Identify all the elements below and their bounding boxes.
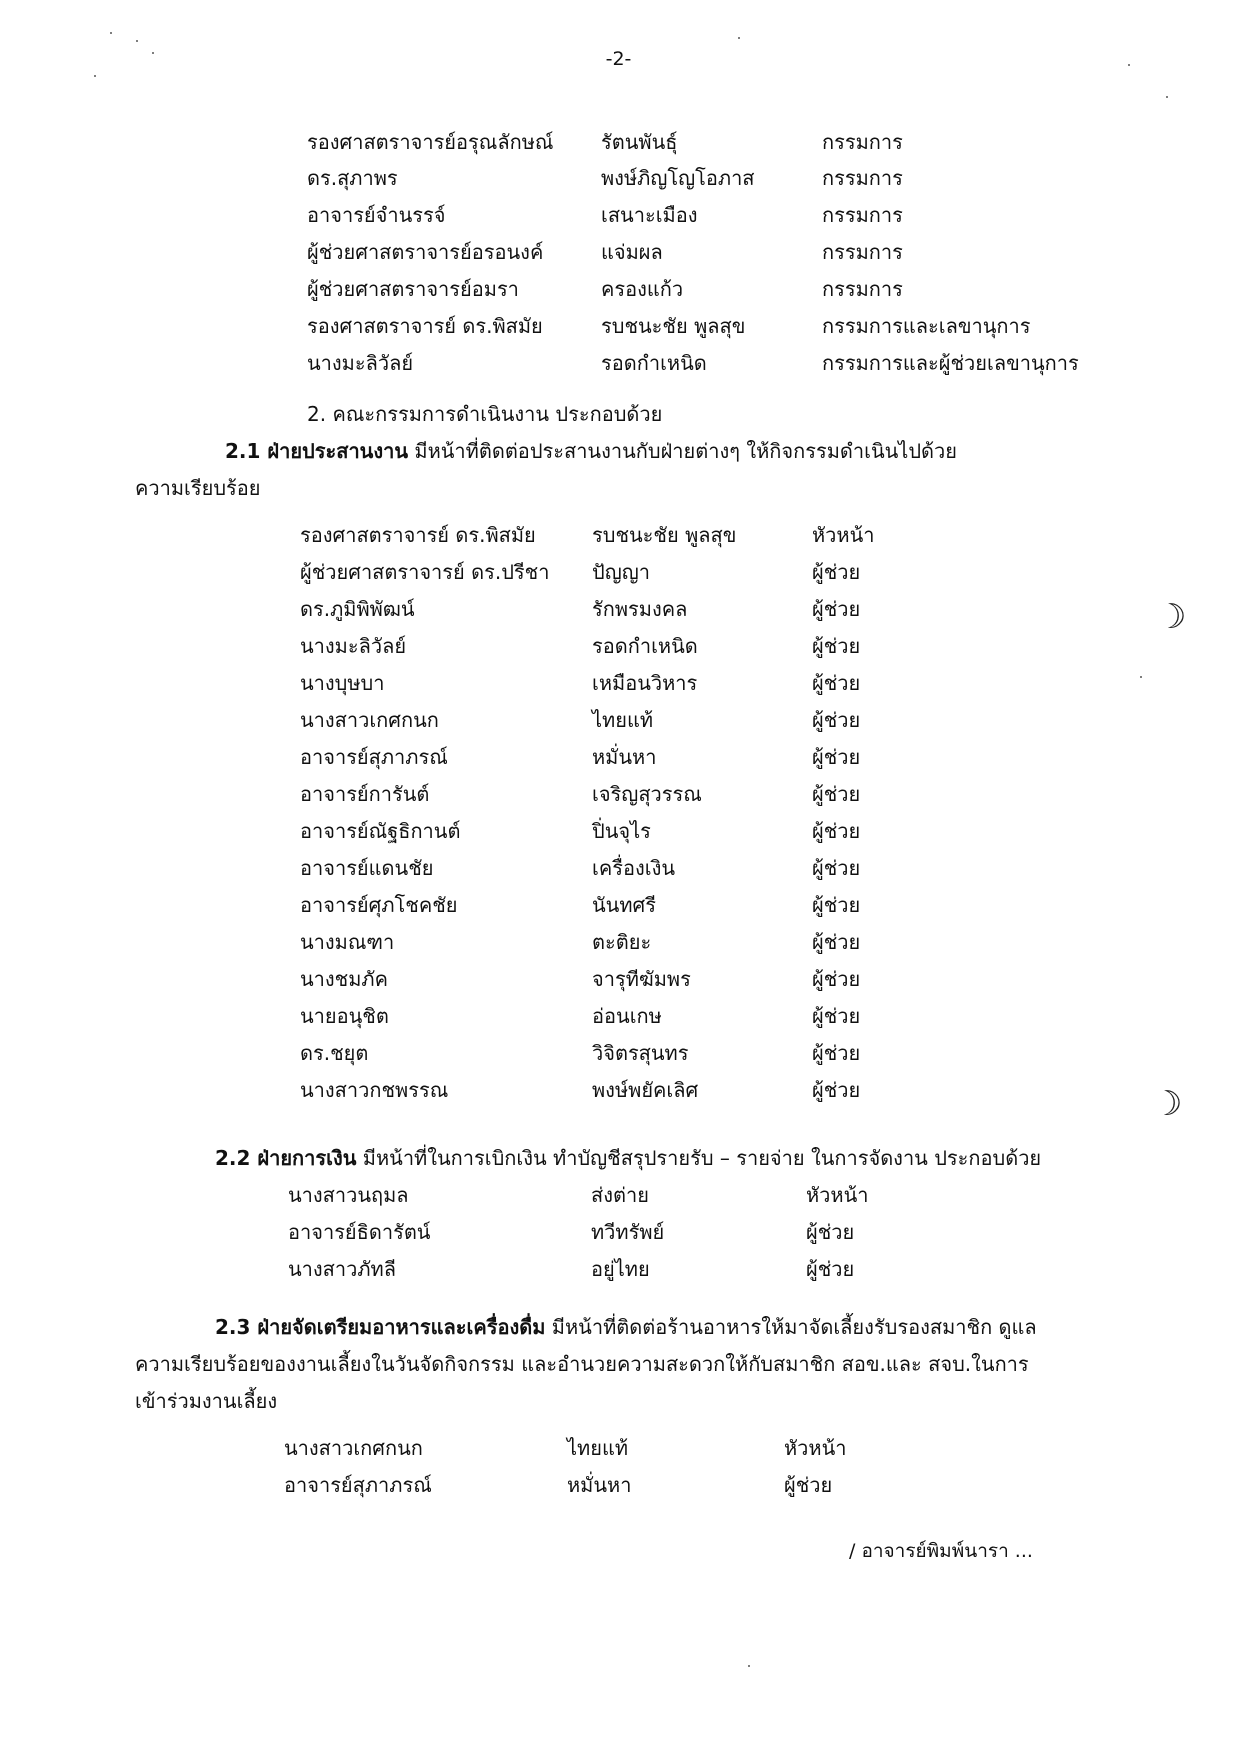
- member-role: ผู้ช่วย: [812, 634, 861, 658]
- scan-speck: [1140, 676, 1142, 678]
- scan-speck: [94, 75, 96, 77]
- member-surname: ปัญญา: [592, 560, 651, 584]
- scan-speck: [738, 37, 740, 39]
- member-role: กรรมการ: [822, 203, 903, 227]
- member-name: อาจารย์ณัฐธิกานต์: [300, 819, 461, 843]
- member-name: อาจารย์สุภาภรณ์: [300, 745, 448, 769]
- member-surname: รบชนะชัย พูลสุข: [601, 314, 746, 338]
- section-22-intro: [215, 1143, 1041, 1173]
- member-surname: ไทยแท้: [567, 1436, 629, 1460]
- member-name: นางมะลิวัลย์: [300, 634, 407, 658]
- scan-speck: [110, 32, 112, 34]
- member-surname: อ่อนเกษ: [592, 1004, 662, 1028]
- member-role: ผู้ช่วย: [812, 1078, 861, 1102]
- member-surname: รักพรมงคล: [592, 597, 688, 621]
- member-surname: ครองแก้ว: [601, 277, 684, 301]
- member-name: นางมณฑา: [300, 930, 395, 954]
- member-role: ผู้ช่วย: [812, 560, 861, 584]
- section-22-title: 2.2 ฝ่ายการเงิน: [215, 1146, 357, 1170]
- crescent-mark-icon: ☾: [1156, 597, 1187, 637]
- member-role: หัวหน้า: [812, 523, 875, 547]
- member-role: ผู้ช่วย: [812, 1041, 861, 1065]
- member-name: นางสาวกชพรรณ: [300, 1078, 449, 1102]
- member-surname: หมั่นหา: [592, 745, 657, 769]
- member-role: ผู้ช่วย: [812, 745, 861, 769]
- section-23-description: มีหน้าที่ติดต่อร้านอาหารให้มาจัดเลี้ยงรับรองสมาชิก ดูแล: [545, 1315, 1037, 1339]
- member-name: นางชมภัค: [300, 967, 388, 991]
- member-role: ผู้ช่วย: [812, 930, 861, 954]
- member-name: ดร.ชยุต: [300, 1041, 369, 1065]
- member-role: ผู้ช่วย: [812, 893, 861, 917]
- member-surname: หมั่นหา: [567, 1473, 632, 1497]
- crescent-mark-icon: ☾: [1152, 1084, 1183, 1124]
- member-name: นางสาวภัทลี: [288, 1257, 396, 1281]
- section-21-intro: [225, 436, 957, 466]
- scan-speck: [748, 1665, 750, 1667]
- member-surname: ปิ่นจุไร: [592, 819, 651, 843]
- page-number: -2-: [605, 48, 632, 70]
- member-name: นางสาวเกศกนก: [300, 708, 439, 732]
- member-surname: จารุทีฆัมพร: [592, 967, 691, 991]
- member-name: ผู้ช่วยศาสตราจารย์ ดร.ปรีชา: [300, 560, 550, 584]
- member-name: นางสาวนฤมล: [288, 1183, 409, 1207]
- member-role: ผู้ช่วย: [812, 819, 861, 843]
- member-surname: เหมือนวิหาร: [592, 671, 698, 695]
- member-role: ผู้ช่วย: [812, 597, 861, 621]
- member-surname: เครื่องเงิน: [592, 856, 676, 880]
- section-23-continuation: เข้าร่วมงานเลี้ยง: [135, 1389, 278, 1413]
- member-surname: พงษ์พยัคเลิศ: [592, 1078, 699, 1102]
- member-name: ดร.สุภาพร: [307, 166, 398, 190]
- member-role: ผู้ช่วย: [784, 1473, 833, 1497]
- member-name: นางบุษบา: [300, 671, 385, 695]
- member-role: หัวหน้า: [806, 1183, 869, 1207]
- section-21-title: 2.1 ฝ่ายประสานงาน: [225, 439, 409, 463]
- scan-speck: [136, 40, 138, 42]
- member-role: กรรมการและเลขานุการ: [822, 314, 1031, 338]
- member-role: ผู้ช่วย: [812, 1004, 861, 1028]
- section-21-continuation: ความเรียบร้อย: [135, 476, 261, 500]
- scan-speck: [1166, 96, 1168, 98]
- member-name: ดร.ภูมิพิพัฒน์: [300, 597, 415, 621]
- section-23-continuation: ความเรียบร้อยของงานเลี้ยงในวันจัดกิจกรรม และอำนวยความสะดวกให้กับสมาชิก สอข.และ สจบ.ในการ: [135, 1352, 1029, 1376]
- member-name: นายอนุชิต: [300, 1004, 389, 1028]
- member-surname: อยู่ไทย: [591, 1257, 650, 1281]
- member-name: อาจารย์จำนรรจ์: [307, 203, 446, 227]
- member-role: กรรมการ: [822, 277, 903, 301]
- member-name: นางมะลิวัลย์: [307, 351, 414, 375]
- member-name: อาจารย์ศุภโชคชัย: [300, 893, 458, 917]
- member-role: หัวหน้า: [784, 1436, 847, 1460]
- section-22-description: มีหน้าที่ในการเบิกเงิน ทำบัญชีสรุปรายรับ – รายจ่าย ในการจัดงาน ประกอบด้วย: [356, 1146, 1042, 1170]
- member-surname: แจ่มผล: [601, 240, 663, 264]
- member-name: รองศาสตราจารย์ ดร.พิสมัย: [300, 523, 536, 547]
- section-23-intro: [215, 1312, 1037, 1342]
- member-role: ผู้ช่วย: [812, 671, 861, 695]
- member-surname: ทวีทรัพย์: [591, 1220, 665, 1244]
- member-role: กรรมการ: [822, 130, 903, 154]
- section-21-description: มีหน้าที่ติดต่อประสานงานกับฝ่ายต่างๆ ให้กิจกรรมดำเนินไปด้วย: [408, 439, 957, 463]
- member-surname: ไทยแท้: [592, 708, 654, 732]
- footer-continuation: / อาจารย์พิมพ์นารา ...: [849, 1540, 1033, 1562]
- member-role: ผู้ช่วย: [812, 856, 861, 880]
- member-role: ผู้ช่วย: [812, 708, 861, 732]
- member-role: ผู้ช่วย: [812, 967, 861, 991]
- member-name: อาจารย์แดนชัย: [300, 856, 434, 880]
- member-name: อาจารย์การันต์: [300, 782, 430, 806]
- member-role: ผู้ช่วย: [806, 1257, 855, 1281]
- member-name: อาจารย์ธิดารัตน์: [288, 1220, 431, 1244]
- member-name: ผู้ช่วยศาสตราจารย์อรอนงค์: [307, 240, 544, 264]
- member-surname: รบชนะชัย พูลสุข: [592, 523, 737, 547]
- section-23-title: 2.3 ฝ่ายจัดเตรียมอาหารและเครื่องดื่ม: [215, 1315, 546, 1339]
- member-role: กรรมการ: [822, 240, 903, 264]
- member-role: กรรมการ: [822, 166, 903, 190]
- member-surname: ตะติยะ: [592, 930, 652, 954]
- member-name: ผู้ช่วยศาสตราจารย์อมรา: [307, 277, 519, 301]
- section-heading: 2. คณะกรรมการดำเนินงาน ประกอบด้วย: [307, 402, 663, 426]
- member-role: ผู้ช่วย: [812, 782, 861, 806]
- member-name: รองศาสตราจารย์อรุณลักษณ์: [307, 130, 554, 154]
- member-surname: เจริญสุวรรณ: [592, 782, 702, 806]
- member-surname: นันทศรี: [592, 893, 656, 917]
- member-surname: วิจิตรสุนทร: [592, 1041, 689, 1065]
- member-surname: รอดกำเหนิด: [592, 634, 698, 658]
- member-role: ผู้ช่วย: [806, 1220, 855, 1244]
- member-surname: พงษ์ภิญโญโอภาส: [601, 166, 755, 190]
- member-role: กรรมการและผู้ช่วยเลขานุการ: [822, 351, 1079, 375]
- scan-speck: [1128, 64, 1130, 66]
- member-name: อาจารย์สุภาภรณ์: [284, 1473, 432, 1497]
- member-surname: รอดกำเหนิด: [601, 351, 707, 375]
- member-surname: ส่งต่าย: [591, 1183, 649, 1207]
- member-name: รองศาสตราจารย์ ดร.พิสมัย: [307, 314, 543, 338]
- member-surname: เสนาะเมือง: [601, 203, 698, 227]
- member-surname: รัตนพันธุ์: [601, 130, 678, 154]
- member-name: นางสาวเกศกนก: [284, 1436, 423, 1460]
- scan-speck: [152, 52, 154, 54]
